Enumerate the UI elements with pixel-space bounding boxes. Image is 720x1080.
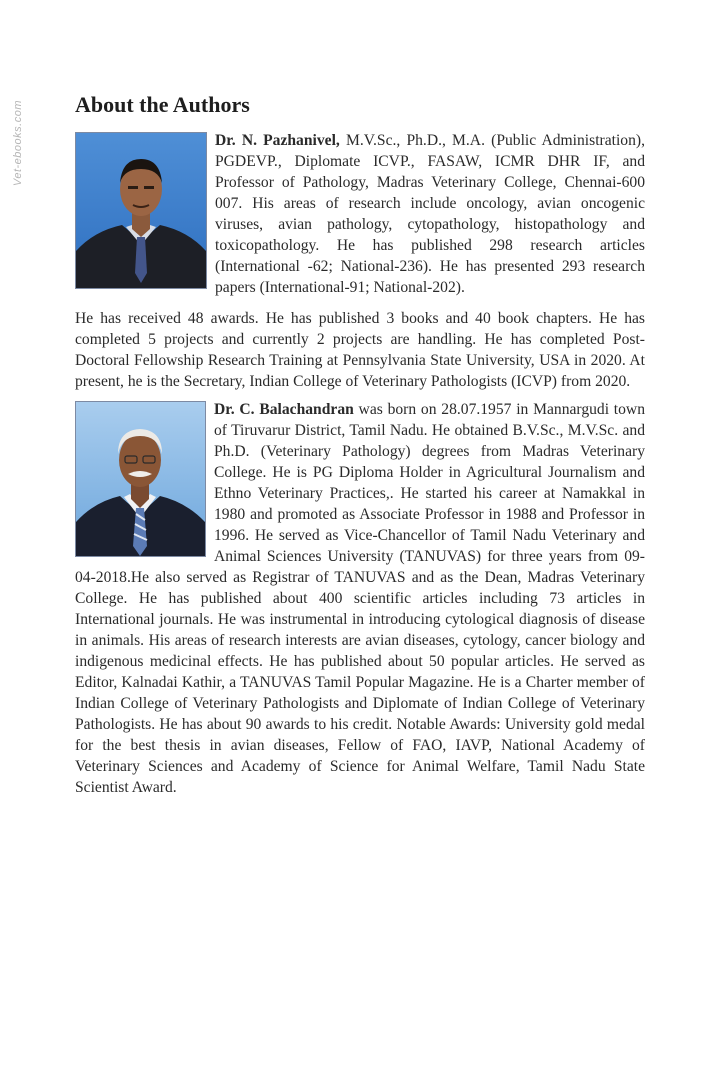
author-block-balachandran xyxy=(75,399,645,798)
page-title: About the Authors xyxy=(75,92,250,117)
watermark-text: Vet-ebooks.com xyxy=(12,100,24,187)
author-name-balachandran: Dr. C. Balachandran xyxy=(214,401,354,418)
author-name-pazhanivel: Dr. N. Pazhanivel, xyxy=(215,132,340,149)
author-photo-balachandran xyxy=(75,401,206,557)
author-bio-text: M.V.Sc., Ph.D., M.A. (Public Administration), PGDEVP., Diplomate ICVP., FASAW, ICMR DHR IF, and Professor of Pathology, Madras Veterinary College, Chennai-600 007. His areas of research include oncology, avian oncogenic viruses, avian pathology, cytopathology, histopathology and toxicopathology. He has published 298 research articles (International -62; National-236). He has presented 293 research papers (International-91; National-202). xyxy=(215,132,645,296)
about-authors-section xyxy=(75,92,645,798)
author-bio-text: was born on 28.07.1957 in Mannargudi town of Tiruvarur District, Tamil Nadu. He obtained B.V.Sc., M.V.Sc. and Ph.D. (Veterinary Pathology) degrees from Madras Veterinary College. He is PG Diploma Holder in Agricultural Journalism and Ethno Veterinary Practices,. He started his career at Namakkal in 1980 and promoted as Associate Professor in 1988 and Professor in 1996. He served as Vice-Chancellor of Tamil Nadu Veterinary and Animal Sciences University (TANUVAS) for three years from 09-04-2018.He also served as Registrar of TANUVAS and as the Dean, Madras Veterinary College. He has published about 400 scientific articles including 73 articles in International journals. He was instrumental in introducing cytological diagnosis of disease in animals. His areas of research interests are avian diseases, cytology, cancer biology and indigenous medicinal effects. He has published about 50 popular articles. He served as Editor, Kalnadai Kathir, a TANUVAS Tamil Popular Magazine. He is a Charter member of Indian College of Veterinary Pathologists and Diplomate of Indian College of Veterinary Pathologists. He has about 90 awards to his credit. Notable Awards: University gold medal for the best thesis in avian diseases, Fellow of FAO, IAVP, National Academy of Veterinary Sciences and Academy of Science for Animal Welfare, Tamil Nadu State Scientist Award. xyxy=(75,401,645,796)
author-bio-pazhanivel-continued: He has received 48 awards. He has published 3 books and 40 book chapters. He has completed 5 projects and currently 2 projects are handling. He has completed Post- Doctoral Fellowship Research Training at Pennsylvania State University, USA in 2020. At present, he is the Secretary, Indian College of Veterinary Pathologists (ICVP) from 2020. xyxy=(75,310,645,390)
author-block-pazhanivel xyxy=(75,130,645,392)
author-photo-pazhanivel xyxy=(75,132,207,289)
